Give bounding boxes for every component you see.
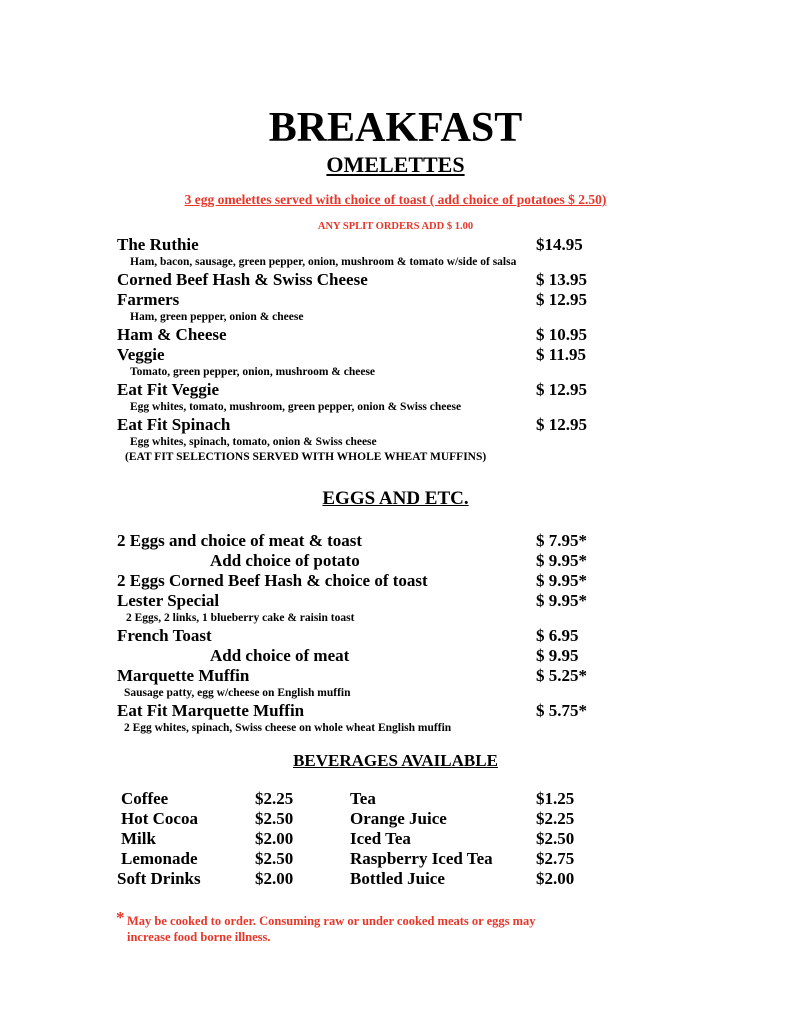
beverage-price: $2.50	[255, 849, 294, 868]
menu-item-description: 2 Egg whites, spinach, Swiss cheese on whole wheat English muffin	[124, 722, 452, 734]
beverage-name: Bottled Juice	[350, 869, 445, 888]
menu-item-price: $ 9.95*	[536, 591, 587, 610]
menu-item-price: $ 9.95*	[536, 551, 587, 570]
beverage-name: Soft Drinks	[117, 869, 201, 888]
beverage-price: $1.25	[536, 789, 575, 808]
beverage-price: $2.00	[536, 869, 575, 888]
beverage-price: $2.25	[536, 809, 575, 828]
beverage-price: $2.50	[536, 829, 575, 848]
beverage-name: Raspberry Iced Tea	[350, 849, 493, 868]
menu-item-description: Tomato, green pepper, onion, mushroom & cheese	[130, 366, 376, 378]
menu-item-name: Farmers	[117, 290, 180, 309]
beverage-price: $2.75	[536, 849, 575, 868]
eggs-heading: EGGS AND ETC.	[322, 488, 469, 509]
beverage-name: Coffee	[121, 789, 169, 808]
menu-item-price: $ 12.95	[536, 290, 587, 309]
beverage-name: Hot Cocoa	[121, 809, 198, 828]
beverage-price: $2.25	[255, 789, 294, 808]
menu-item-description: Sausage patty, egg w/cheese on English muffin	[124, 687, 351, 699]
beverage-price: $2.50	[255, 809, 294, 828]
menu-item-price: $ 5.75*	[536, 701, 587, 720]
menu-item-name: Corned Beef Hash & Swiss Cheese	[117, 270, 368, 289]
menu-item-name: Add choice of potato	[210, 551, 360, 570]
menu-item-description: 2 Eggs, 2 links, 1 blueberry cake & raisin toast	[126, 612, 355, 624]
menu-item-name: 2 Eggs Corned Beef Hash & choice of toast	[117, 571, 428, 590]
beverages-heading: BEVERAGES AVAILABLE	[293, 751, 498, 770]
beverage-name: Milk	[121, 829, 156, 848]
eat-fit-note: (EAT FIT SELECTIONS SERVED WITH WHOLE WHEAT MUFFINS)	[125, 451, 487, 463]
menu-item-name: Ham & Cheese	[117, 325, 227, 344]
menu-item-description: Ham, green pepper, onion & cheese	[130, 311, 304, 323]
menu-item-name: Veggie	[117, 345, 165, 364]
omelettes-heading: OMELETTES	[326, 152, 465, 177]
footnote-line-2: increase food borne illness.	[127, 930, 271, 944]
menu-item-name: Eat Fit Marquette Muffin	[117, 701, 305, 720]
menu-item-price: $ 5.25*	[536, 666, 587, 685]
beverage-name: Orange Juice	[350, 809, 447, 828]
menu-item-description: Egg whites, tomato, mushroom, green pepper, onion & Swiss cheese	[130, 401, 462, 413]
beverage-name: Tea	[350, 789, 376, 808]
menu-item-name: Eat Fit Spinach	[117, 415, 231, 434]
menu-item-description: Egg whites, spinach, tomato, onion & Swiss cheese	[130, 436, 377, 448]
beverage-name: Iced Tea	[350, 829, 411, 848]
menu-item-price: $ 7.95*	[536, 531, 587, 550]
beverage-name: Lemonade	[121, 849, 198, 868]
footnote-asterisk: *	[116, 908, 125, 927]
menu-item-price: $ 10.95	[536, 325, 587, 344]
menu-item-name: 2 Eggs and choice of meat & toast	[117, 531, 363, 550]
omelettes-note: 3 egg omelettes served with choice of toast ( add choice of potatoes $ 2.50)	[184, 192, 607, 207]
menu-item-price: $ 12.95	[536, 380, 587, 399]
menu-item-price: $ 9.95	[536, 646, 579, 665]
menu-item-name: Add choice of meat	[210, 646, 350, 665]
menu-item-name: French Toast	[117, 626, 212, 645]
menu-item-price: $ 12.95	[536, 415, 587, 434]
footnote-line-1: May be cooked to order. Consuming raw or under cooked meats or eggs may	[127, 914, 536, 928]
beverage-price: $2.00	[255, 829, 294, 848]
menu-item-name: Eat Fit Veggie	[117, 380, 219, 399]
menu-item-name: Lester Special	[117, 591, 220, 610]
menu-item-description: Ham, bacon, sausage, green pepper, onion, mushroom & tomato w/side of salsa	[130, 256, 517, 268]
split-orders-note: ANY SPLIT ORDERS ADD $ 1.00	[317, 221, 474, 232]
menu-item-price: $14.95	[536, 235, 583, 254]
menu-title: BREAKFAST	[268, 105, 523, 151]
menu-item-price: $ 11.95	[536, 345, 587, 364]
menu-item-price: $ 6.95	[536, 626, 579, 645]
menu-item-name: The Ruthie	[117, 235, 199, 254]
menu-item-name: Marquette Muffin	[117, 666, 250, 685]
menu-item-price: $ 13.95	[536, 270, 587, 289]
beverage-price: $2.00	[255, 869, 294, 888]
menu-item-price: $ 9.95*	[536, 571, 587, 590]
